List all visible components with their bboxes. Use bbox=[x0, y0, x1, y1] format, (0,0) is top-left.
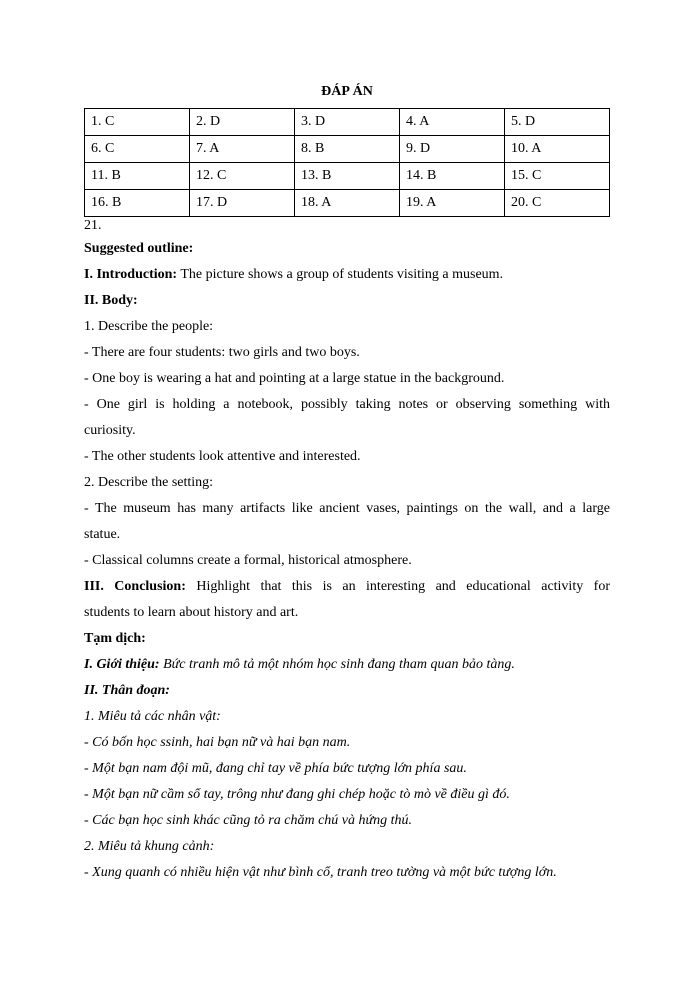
answer-cell: 3. D bbox=[295, 109, 400, 136]
answer-cell: 7. A bbox=[190, 136, 295, 163]
vi-people-heading: 1. Miêu tả các nhân vật: bbox=[84, 709, 221, 724]
translation-heading: Tạm dịch: bbox=[84, 631, 146, 646]
answer-cell: 16. B bbox=[85, 190, 190, 217]
people-line: - One girl is holding a notebook, possibly taking notes or observing something with bbox=[84, 397, 610, 412]
setting-line: - Classical columns create a formal, historical atmosphere. bbox=[84, 553, 412, 568]
conclusion-paragraph bbox=[84, 574, 610, 600]
vi-setting-line: - Xung quanh có nhiều hiện vật như bình cổ, tranh treo tường và một bức tượng lớn. bbox=[84, 865, 557, 880]
answer-cell: 12. C bbox=[190, 163, 295, 190]
vi-intro-text: Bức tranh mô tả một nhóm học sinh đang tham quan bảo tàng. bbox=[159, 657, 515, 672]
vi-intro-paragraph bbox=[84, 652, 610, 678]
vi-setting-heading: 2. Miêu tả khung cảnh: bbox=[84, 839, 215, 854]
answer-cell: 15. C bbox=[505, 163, 610, 190]
vi-people-line: - Các bạn học sinh khác cũng tỏ ra chăm chú và hứng thú. bbox=[84, 813, 413, 828]
vi-people-line: - Một bạn nam đội mũ, đang chỉ tay về phía bức tượng lớn phía sau. bbox=[84, 761, 467, 776]
answer-cell: 17. D bbox=[190, 190, 295, 217]
vi-body-heading: II. Thân đoạn: bbox=[84, 683, 170, 698]
answer-cell: 13. B bbox=[295, 163, 400, 190]
answer-cell: 5. D bbox=[505, 109, 610, 136]
table-row bbox=[85, 163, 610, 190]
conclusion-label: III. Conclusion: bbox=[84, 579, 186, 594]
answer-cell: 2. D bbox=[190, 109, 295, 136]
answer-body bbox=[84, 216, 610, 886]
page-title: ĐÁP ÁN bbox=[321, 84, 373, 99]
setting-heading: 2. Describe the setting: bbox=[84, 475, 214, 490]
answer-cell: 4. A bbox=[400, 109, 505, 136]
answer-cell: 20. C bbox=[505, 190, 610, 217]
answer-cell: 10. A bbox=[505, 136, 610, 163]
question-number: 21. bbox=[84, 218, 102, 233]
conclusion-text-cont: students to learn about history and art. bbox=[84, 605, 299, 620]
body-heading: II. Body: bbox=[84, 293, 138, 308]
answer-cell: 18. A bbox=[295, 190, 400, 217]
intro-paragraph bbox=[84, 262, 610, 288]
people-line: curiosity. bbox=[84, 423, 136, 438]
setting-line: - The museum has many artifacts like ancient vases, paintings on the wall, and a large bbox=[84, 501, 610, 516]
answer-table bbox=[84, 108, 610, 217]
table-row bbox=[85, 190, 610, 217]
answer-cell: 9. D bbox=[400, 136, 505, 163]
table-row bbox=[85, 136, 610, 163]
people-line: - There are four students: two girls and two boys. bbox=[84, 345, 360, 360]
vi-intro-label: I. Giới thiệu: bbox=[84, 657, 160, 672]
vi-people-line: - Một bạn nữ cầm sổ tay, trông như đang ghi chép hoặc tò mò về điều gì đó. bbox=[84, 787, 510, 802]
answer-cell: 1. C bbox=[85, 109, 190, 136]
answer-cell: 14. B bbox=[400, 163, 505, 190]
answer-cell: 19. A bbox=[400, 190, 505, 217]
answer-cell: 8. B bbox=[295, 136, 400, 163]
intro-text: The picture shows a group of students visiting a museum. bbox=[177, 267, 504, 282]
vi-people-line: - Có bốn học ssinh, hai bạn nữ và hai bạn nam. bbox=[84, 735, 351, 750]
table-row bbox=[85, 109, 610, 136]
setting-line: statue. bbox=[84, 527, 121, 542]
intro-label: I. Introduction: bbox=[84, 267, 178, 282]
answer-cell: 6. C bbox=[85, 136, 190, 163]
people-line: - The other students look attentive and interested. bbox=[84, 449, 361, 464]
people-line: - One boy is wearing a hat and pointing at a large statue in the background. bbox=[84, 371, 505, 386]
answer-cell: 11. B bbox=[85, 163, 190, 190]
people-heading: 1. Describe the people: bbox=[84, 319, 214, 334]
outline-heading: Suggested outline: bbox=[84, 241, 194, 256]
conclusion-text: Highlight that this is an interesting and educational activity for bbox=[185, 579, 610, 594]
